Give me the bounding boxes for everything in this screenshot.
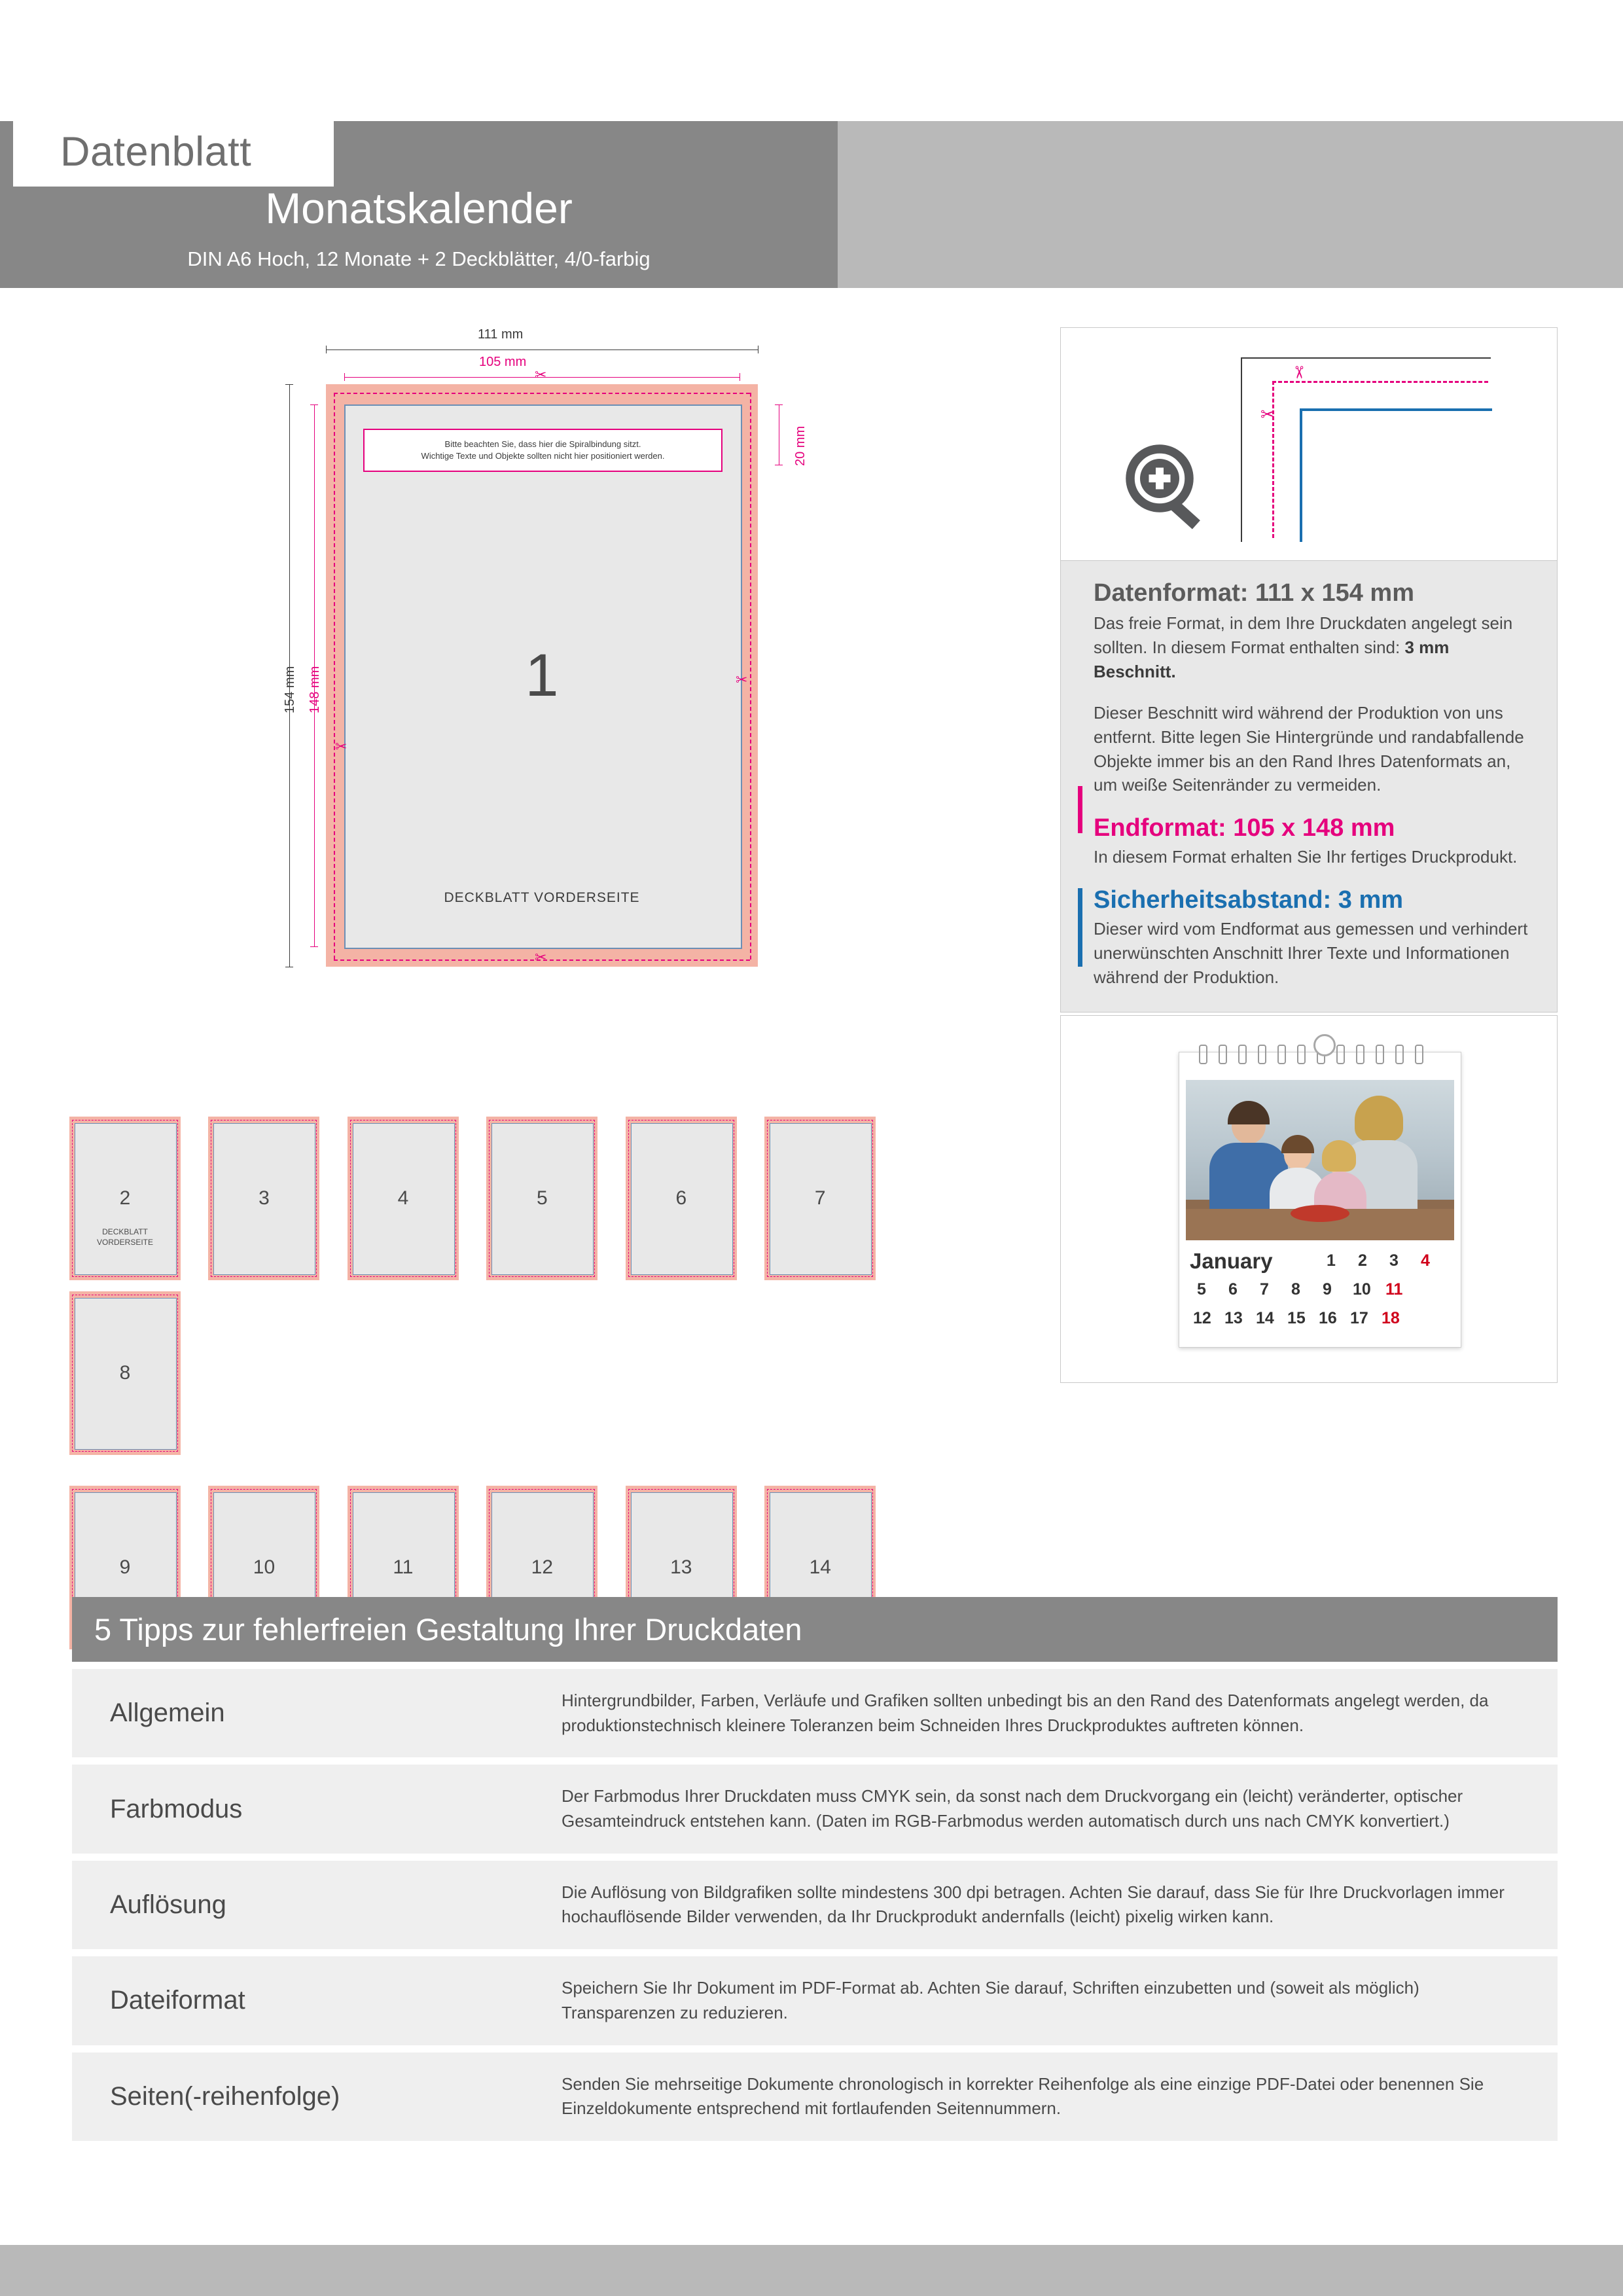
safety-guide-top [334,393,750,394]
tips-section [72,1597,1558,2141]
calendar-day: 6 [1228,1280,1238,1299]
sicherheitsabstand-text: Dieser wird vom Endformat aus gemessen und verhindert unerwünschten Anschnitt Ihrer Texte und Informationen während der Produktion. [1094,919,1528,988]
endformat-heading: Endformat: 105 x 148 mm [1094,814,1395,842]
endformat-text: In diesem Format erhalten Sie Ihr fertiges Druckprodukt. [1094,847,1518,867]
calendar-day: 7 [1260,1280,1269,1299]
format-diagram-box [1060,327,1558,561]
datenformat-heading: Datenformat: 111 x 154 mm [1094,579,1415,607]
scissors-icon-top: ✂ [535,367,547,383]
tips-row [72,1861,1558,1949]
dim-inner-height: 148 mm [308,666,322,713]
dim-outer-width: 111 mm [478,327,524,342]
calendar-day: 15 [1287,1308,1306,1327]
calendar-day: 14 [1256,1308,1274,1327]
thumbnail-page[interactable] [482,1113,601,1284]
tips-row [72,1765,1558,1853]
thumbnail-number: 6 [675,1187,687,1209]
thumbnail-row-1 [65,1113,1027,1462]
format-explanations [1060,561,1558,1013]
page-title: Monatskalender [265,184,573,232]
dim-inner-width: 105 mm [479,355,527,369]
calendar-day: 11 [1385,1280,1403,1299]
safety-guide-right [750,393,751,960]
thumbnail-number: 10 [253,1556,276,1578]
spiral-note-line1: Bitte beachten Sie, dass hier die Spiralbindung sitzt. [444,439,641,450]
calendar-day: 16 [1319,1308,1337,1327]
calendar-day: 1 [1327,1251,1336,1270]
preview-page-number: 1 [525,641,559,709]
sicherheitsabstand-heading: Sicherheitsabstand: 3 mm [1094,886,1404,914]
tips-row-text: Speichern Sie Ihr Dokument im PDF-Format ab. Achten Sie darauf, Schriften einzubetten und (soweit als möglich) Transparenzen zu reduzieren. [562,1978,1419,2022]
thumbnail-page[interactable] [65,1113,185,1284]
preview-page-caption: DECKBLATT VORDERSEITE [444,890,640,905]
tips-row-text: Hintergrundbilder, Farben, Verläufe und Grafiken sollten unbedingt bis an den Rand des Datenformats angelegt werden, da produktionstechnisch kleinere Toleranzen beim Schneiden Ihres Druckproduktes auftreten können. [562,1691,1489,1735]
product-photo [1060,1015,1558,1383]
tips-row-label: Auflösung [110,1890,226,1919]
info-panel [1060,327,1558,1383]
scissors-icon-right: ✂ [736,672,748,688]
thumbnail-number: 9 [119,1556,131,1578]
thumbnail-number: 14 [809,1556,831,1578]
scissors-icon-left: ✂ [335,738,348,755]
thumbnail-number: 12 [531,1556,554,1578]
pink-marker-bar [1078,786,1082,833]
calendar-day: 2 [1358,1251,1367,1270]
thumbnail-page[interactable] [65,1287,185,1459]
tips-row [72,1956,1558,2045]
calendar-day: 4 [1421,1251,1430,1270]
datenformat-text-1-body: Das freie Format, in dem Ihre Druckdaten angelegt sein sollten. In diesem Format enthalten sind: [1094,613,1513,657]
thumbnail-number: 7 [814,1187,826,1209]
calendar-day: 17 [1350,1308,1368,1327]
thumbnail-number: 5 [537,1187,548,1209]
thumbnail-page[interactable] [344,1113,463,1284]
datenformat-text-1-bold: 3 mm Beschnitt. [1094,637,1450,681]
magnifier-plus-icon [1118,439,1217,537]
datenformat-text-1 [1094,611,1531,684]
calendar-date-grid [1186,1249,1454,1339]
thumbnail-caption-line1: DECKBLATT [102,1227,148,1236]
tips-row [72,1669,1558,1757]
thumbnail-number: 13 [670,1556,692,1578]
thumbnail-caption-line2: VORDERSEITE [96,1237,153,1247]
dim-outer-height: 154 mm [283,666,297,713]
page-subtitle: DIN A6 Hoch, 12 Monate + 2 Deckblätter, 4/0-farbig [187,247,651,270]
scissors-icon-bottom: ✂ [535,949,547,965]
thumbnail-page[interactable] [204,1113,323,1284]
thumbnail-number: 3 [259,1187,270,1209]
thumbnail-caption [65,1227,185,1247]
main-preview [249,327,825,1021]
calendar-photo-image [1186,1080,1454,1240]
tips-row-label: Allgemein [110,1698,225,1728]
tips-row-label: Seiten(-reihenfolge) [110,2081,340,2111]
datenblatt-label: Datenblatt [60,129,252,175]
thumbnail-number: 8 [119,1362,131,1384]
tips-heading: 5 Tipps zur fehlerfreien Gestaltung Ihrer Druckdaten [72,1597,1558,1662]
thumbnail-number: 11 [393,1556,414,1578]
tips-row-text: Der Farbmodus Ihrer Druckdaten muss CMYK sein, da sonst nach dem Druckvorgang ein (leicht) veränderter, optischer Gesamteindruck entstehen kann. (Daten im RGB-Farbmodus werden automatisch durch uns nach CMYK konvertiert.) [562,1786,1463,1831]
calendar-day: 10 [1353,1280,1371,1299]
tips-row [72,2053,1558,2141]
calendar-day: 5 [1197,1280,1206,1299]
corner-zoom-diagram: ✂ ✂ [1215,351,1489,541]
datenformat-text-2: Dieser Beschnitt wird während der Produktion von uns entfernt. Bitte legen Sie Hintergründe und randabfallende Objekte immer bis an den Rand Ihres Datenformats an, um weiße Seitenränder zu vermeiden. [1094,702,1524,795]
calendar-day: 18 [1382,1308,1400,1327]
calendar-mockup [1179,1052,1461,1348]
thumbnail-number: 2 [119,1187,131,1209]
calendar-day: 8 [1291,1280,1300,1299]
page-thumbnail-grid [65,1113,1027,1657]
thumbnail-page[interactable] [760,1113,880,1284]
blue-marker-bar [1078,888,1082,967]
safety-guide-left [334,393,335,960]
thumbnail-number: 4 [397,1187,409,1209]
tips-row-text: Die Auflösung von Bildgrafiken sollte mindestens 300 dpi betragen. Achten Sie darauf, dass Sie für Ihre Druckvorlagen immer hochauflösende Bilder verwenden, da Ihr Druckprodukt andernfalls (leicht) pixelig wirken kann. [562,1882,1505,1927]
calendar-day: 3 [1389,1251,1399,1270]
tips-row-text: Senden Sie mehrseitige Dokumente chronologisch in korrekter Reihenfolge als eine einzige PDF-Datei oder benennen Sie Einzeldokumente entsprechend mit fortlaufenden Seitennummern. [562,2073,1484,2119]
spiral-note-line2: Wichtige Texte und Objekte sollten nicht hier positioniert werden. [421,451,665,461]
thumbnail-page[interactable] [622,1113,741,1284]
dim-binding: 20 mm [793,425,808,466]
tips-row-label: Dateiformat [110,1986,245,2015]
calendar-day: 13 [1224,1308,1243,1327]
wall-hook-icon [1313,1034,1336,1056]
calendar-day: 9 [1323,1280,1332,1299]
calendar-day: 12 [1193,1308,1211,1327]
footer-band [0,2245,1623,2296]
calendar-month-label: January [1190,1248,1273,1273]
tips-row-label: Farbmodus [110,1794,243,1823]
